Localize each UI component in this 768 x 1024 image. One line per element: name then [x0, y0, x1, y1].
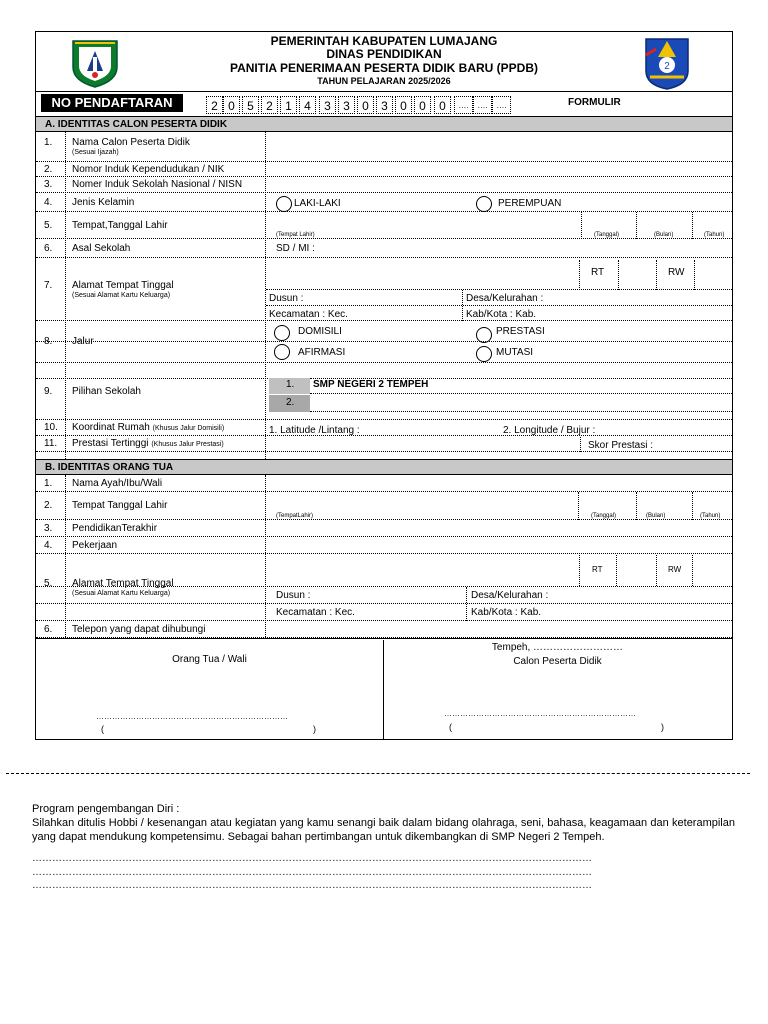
addr-divider — [579, 555, 580, 586]
section-a-row-label — [72, 438, 224, 449]
parent-rw-field[interactable] — [693, 556, 731, 586]
registration-digit: …. — [492, 96, 511, 114]
answer-line-3[interactable]: …………………………………………………………………………………………………………………………………………………… — [32, 880, 592, 891]
registration-digit: 3 — [319, 96, 336, 114]
signature-right-line: ……………………………………………………………… — [444, 709, 636, 718]
dob-divider — [636, 492, 637, 520]
row-divider — [36, 419, 732, 420]
rt-field[interactable] — [619, 261, 655, 289]
row-divider — [36, 341, 732, 342]
school-origin-label[interactable]: SD / MI : — [276, 243, 315, 254]
self-development-title: Program pengembangan Diri : — [32, 803, 180, 815]
desa-field[interactable]: Desa/Kelurahan : — [466, 293, 544, 304]
section-a-row-number: 5. — [44, 219, 53, 231]
registration-label: NO PENDAFTARAN — [41, 94, 183, 112]
row-divider — [36, 553, 732, 554]
dob-divider — [692, 212, 693, 239]
parent-rt-label: RT — [592, 565, 603, 574]
signature-right-paren-close: ) — [661, 722, 664, 732]
registration-digit: 0 — [357, 96, 374, 114]
section-a-row-label: Nama Calon Peserta Didik — [72, 137, 190, 148]
section-a-header — [36, 116, 732, 132]
kabupaten-field[interactable]: Kab/Kota : Kab. — [466, 309, 537, 320]
section-a-row-label: Alamat Tempat Tinggal — [72, 279, 174, 291]
section-a-row-number: 10. — [44, 422, 58, 433]
parent-kecamatan-field[interactable]: Kecamatan : Kec. — [276, 607, 355, 618]
section-b-row-number: 3. — [44, 522, 53, 534]
jalur-mutasi-radio[interactable] — [476, 346, 492, 362]
parent-name-field[interactable] — [266, 476, 732, 491]
section-b-row-number: 1. — [44, 477, 53, 489]
prestasi-field[interactable] — [266, 437, 579, 451]
registration-digit: 3 — [376, 96, 393, 114]
section-a-row-number: 11. — [44, 438, 58, 449]
row-divider — [266, 289, 732, 290]
jalur-prestasi-radio[interactable] — [476, 327, 492, 343]
dob-divider — [636, 212, 637, 239]
signature-right-paren-open: ( — [449, 722, 452, 732]
registration-digit: 2 — [261, 96, 278, 114]
rw-field[interactable] — [695, 261, 731, 289]
gender-male-label: LAKI-LAKI — [294, 198, 341, 209]
section-a-row-number: 8. — [44, 336, 53, 347]
section-b-row-label: Tempat Tanggal Lahir — [72, 500, 168, 511]
row-divider — [36, 176, 732, 177]
section-a-row-sublabel: (Khusus Jalur Domisili) — [152, 425, 225, 432]
registration-digit: 5 — [242, 96, 259, 114]
parent-dob-month-hint: (Bulan) — [646, 513, 666, 519]
section-b-row-label: PendidikanTerakhir — [72, 522, 158, 534]
jalur-prestasi-label: PRESTASI — [496, 326, 545, 337]
row-divider — [36, 491, 732, 492]
dob-place-hint: (Tempat Lahir) — [276, 232, 315, 238]
parent-phone-field[interactable] — [266, 622, 732, 637]
section-a-row-number: 6. — [44, 242, 53, 254]
section-a-row-number: 1. — [44, 137, 53, 148]
cut-line — [6, 773, 750, 774]
parent-rt-field[interactable] — [617, 556, 655, 586]
registration-digit: 0 — [223, 96, 240, 114]
registration-digit: 0 — [434, 96, 451, 114]
gender-male-radio[interactable] — [276, 196, 292, 212]
parent-dob-place-hint: (TempatLahir) — [276, 513, 314, 519]
rw-label: RW — [668, 267, 685, 278]
parent-dusun-field[interactable]: Dusun : — [276, 590, 311, 601]
parent-kabupaten-field[interactable]: Kab/Kota : Kab. — [471, 607, 542, 618]
skor-prestasi-field[interactable]: Skor Prestasi : — [588, 440, 654, 451]
row-divider — [36, 238, 732, 239]
registration-digit: 2 — [206, 96, 223, 114]
student-name-field[interactable] — [266, 133, 732, 161]
choice1-number: 1. — [286, 379, 295, 390]
row-divider — [36, 211, 732, 212]
section-a-row-label: Tempat,Tanggal Lahir — [72, 219, 168, 231]
registration-digit: 0 — [395, 96, 412, 114]
section-b-bottom-border — [36, 638, 732, 639]
section-a-row-label: Asal Sekolah — [72, 242, 131, 254]
section-a-row-label: Nomer Induk Sekolah Nasional / NISN — [72, 179, 243, 190]
dusun-field[interactable]: Dusun : — [269, 293, 304, 304]
self-development-instruction: Silahkan ditulis Hobbi / kesenangan atau kegiatan yang kamu senangi baik dalam bidang olahraga, seni, bahasa, keagamaan dan keterampilan yang dapat mendukung kompetensimu. Sebagai bahan pertimbangan untuk dikembangkan di SMP Negeri 2 Tempeh. — [32, 817, 735, 843]
form-label: FORMULIR — [568, 97, 621, 108]
section-a-row-label: Pilihan Sekolah — [72, 385, 141, 397]
parent-education-field[interactable] — [266, 521, 732, 536]
parent-dob-year-hint: (Tahun) — [700, 513, 721, 519]
col-divider — [65, 475, 66, 639]
addr-divider — [462, 290, 463, 321]
section-a-title: A. IDENTITAS CALON PESERTA DIDIK — [45, 119, 228, 130]
section-b-title: B. IDENTITAS ORANG TUA — [45, 462, 174, 473]
section-a-row-label-text: Koordinat Rumah — [72, 422, 150, 433]
jalur-afirmasi-radio[interactable] — [274, 344, 290, 360]
signature-left-paren-open: ( — [101, 724, 104, 734]
section-b-row-number: 2. — [44, 500, 53, 511]
jalur-domisili-label: DOMISILI — [298, 326, 342, 337]
registration-form — [35, 31, 733, 740]
longitude-field[interactable]: 2. Longitude / Bujur : — [503, 425, 596, 436]
section-a-row-number: 2. — [44, 163, 53, 175]
signature-place-date: Tempeh, ……………………… — [491, 642, 624, 653]
jalur-afirmasi-label: AFIRMASI — [298, 347, 346, 358]
section-a-row-sublabel: (Sesuai Alamat Kartu Keluarga) — [72, 291, 171, 299]
row-divider — [36, 320, 732, 321]
addr-divider — [579, 260, 580, 290]
form-header — [36, 32, 732, 92]
signature-right-title: Calon Peserta Didik — [513, 656, 602, 667]
nik-field[interactable] — [266, 163, 732, 176]
signature-left-line: ……………………………………………………………… — [96, 712, 288, 721]
registration-digit: 1 — [280, 96, 297, 114]
dob-divider — [581, 212, 582, 239]
answer-line-2[interactable]: …………………………………………………………………………………………………………………………………………………… — [32, 867, 592, 878]
signature-left-title: Orang Tua / Wali — [172, 654, 247, 665]
parent-rw-label: RW — [668, 565, 682, 574]
row-divider — [36, 519, 732, 520]
section-a-row-sublabel: (Sesuai Ijazah) — [72, 149, 119, 156]
dob-day-hint: (Tanggal) — [594, 232, 620, 238]
dob-divider — [578, 492, 579, 520]
section-a-row-label: Jenis Kelamin — [72, 196, 135, 208]
section-a-row-sublabel: (Khusus Jalur Prestasi) — [151, 441, 224, 448]
school-emblem-icon — [642, 35, 692, 91]
row-divider — [36, 192, 732, 193]
addr-divider — [466, 587, 467, 621]
section-a-row-label: Nomor Induk Kependudukan / NIK — [72, 163, 225, 175]
registration-digit: 0 — [414, 96, 431, 114]
choice2-field[interactable] — [310, 395, 732, 412]
gender-female-label: PEREMPUAN — [498, 198, 562, 209]
latitude-field[interactable]: 1. Latitude /Lintang : — [269, 425, 360, 436]
row-divider — [36, 451, 732, 452]
section-a-row-number: 3. — [44, 179, 53, 190]
rt-label: RT — [591, 267, 605, 278]
section-b-row-label: Alamat Tempat Tinggal — [72, 577, 174, 589]
signature-left-paren-close: ) — [313, 724, 316, 734]
row-divider — [36, 161, 732, 162]
svg-text:2: 2 — [664, 61, 670, 72]
registration-digit: 4 — [299, 96, 316, 114]
section-b-header — [36, 459, 732, 475]
section-b-row-number: 6. — [44, 623, 53, 635]
col-divider — [265, 475, 266, 639]
addr-divider — [656, 555, 657, 586]
row-divider — [36, 362, 732, 363]
dob-month-hint: (Bulan) — [654, 232, 674, 238]
row-divider — [36, 435, 732, 436]
section-b-row-number: 5. — [44, 577, 53, 589]
registration-digit: …. — [473, 96, 492, 114]
section-b-row-label: Nama Ayah/Ibu/Wali — [72, 477, 163, 489]
header-government: PEMERINTAH KABUPATEN LUMAJANG — [270, 34, 498, 48]
row-divider — [36, 536, 732, 537]
addr-divider — [656, 260, 657, 290]
section-b-row-sublabel: (Sesuai Alamat Kartu Keluarga) — [72, 589, 171, 597]
registration-digit: …. — [454, 96, 473, 114]
header-office: DINAS PENDIDIKAN — [326, 47, 442, 61]
col-divider — [65, 132, 66, 459]
section-a-row-label: Jalur — [72, 336, 94, 347]
section-a-row-number: 7. — [44, 279, 53, 291]
section-a-row-number: 4. — [44, 196, 53, 208]
row-divider — [266, 305, 732, 306]
choice1-value[interactable]: SMP NEGERI 2 TEMPEH — [313, 379, 429, 390]
nisn-field[interactable] — [266, 178, 732, 192]
row-divider — [36, 257, 732, 258]
row-divider — [36, 603, 732, 604]
header-committee: PANITIA PENERIMAAN PESERTA DIDIK BARU (PPDB) — [229, 61, 538, 75]
section-a-row-label — [72, 422, 224, 433]
parent-desa-field[interactable]: Desa/Kelurahan : — [471, 590, 549, 601]
dob-year-hint: (Tahun) — [704, 232, 725, 238]
dob-divider — [692, 492, 693, 520]
section-b-row-label: Pekerjaan — [72, 539, 118, 551]
jalur-mutasi-label: MUTASI — [496, 347, 534, 358]
row-divider — [36, 620, 732, 621]
parent-occupation-field[interactable] — [266, 538, 732, 553]
answer-line-1[interactable]: …………………………………………………………………………………………………………………………………………………… — [32, 853, 592, 864]
registration-digit: 3 — [338, 96, 355, 114]
prestasi-divider — [580, 437, 581, 452]
choice2-number: 2. — [286, 397, 295, 408]
jalur-domisili-radio[interactable] — [274, 325, 290, 341]
section-b-row-number: 4. — [44, 539, 53, 551]
section-a-row-number: 9. — [44, 385, 53, 397]
kecamatan-field[interactable]: Kecamatan : Kec. — [269, 309, 348, 320]
header-academic-year: TAHUN PELAJARAN 2025/2026 — [317, 76, 451, 86]
section-b-row-label: Telepon yang dapat dihubungi — [72, 623, 206, 635]
parent-dob-day-hint: (Tanggal) — [591, 513, 617, 519]
gender-female-radio[interactable] — [476, 196, 492, 212]
section-a-row-label-text: Prestasi Tertinggi — [72, 438, 149, 449]
